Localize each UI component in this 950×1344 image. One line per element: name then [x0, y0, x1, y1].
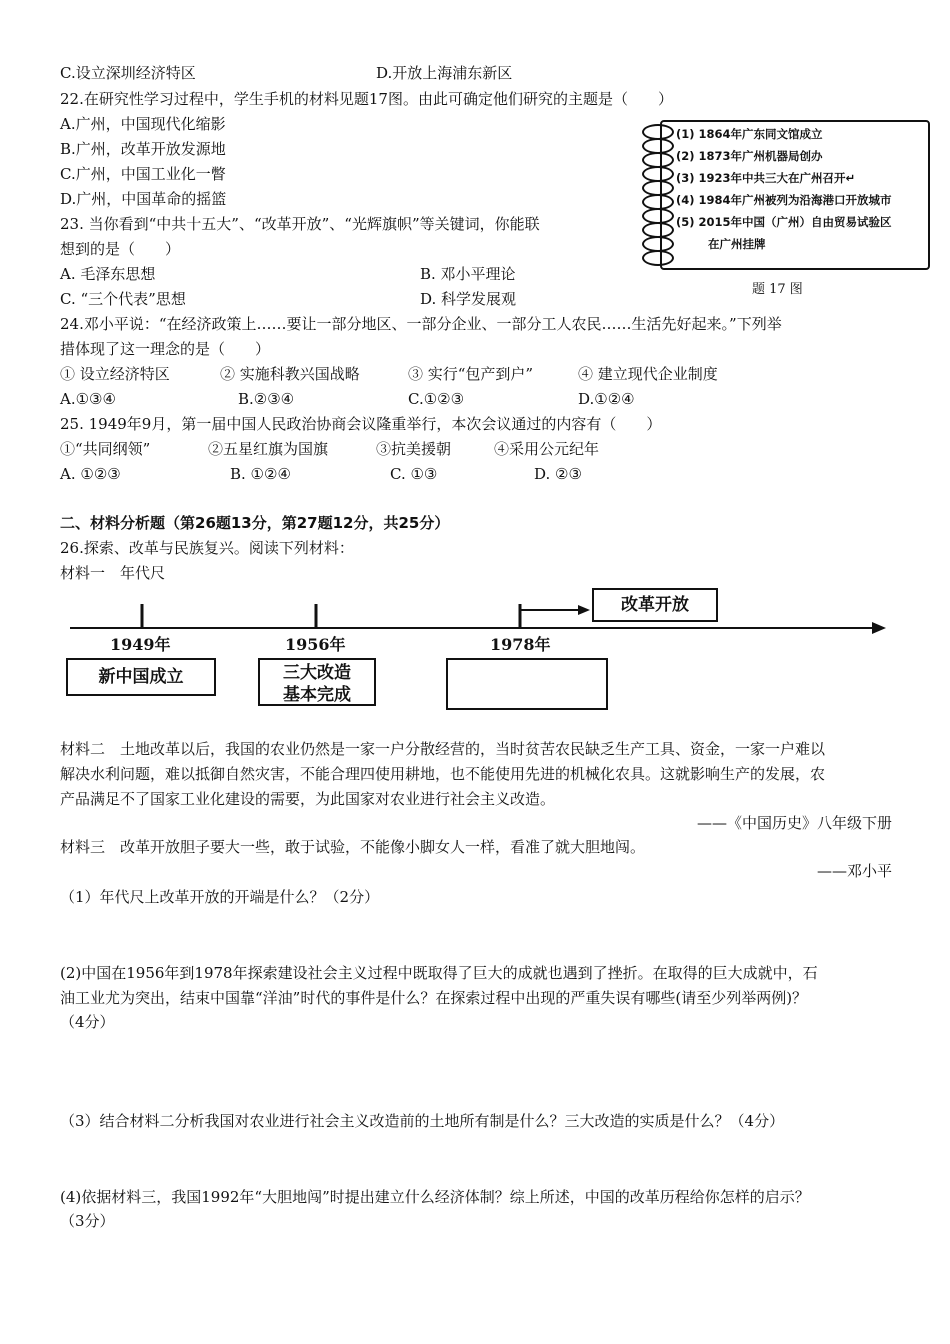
q22-stem: 22.在研究性学习过程中，学生手机的材料见题17图。由此可确定他们研究的主题是（ ） — [60, 90, 673, 108]
material2-line3: 产品满足不了国家工业化建设的需要，为此国家对农业进行社会主义改造。 — [60, 790, 556, 808]
year-1949: 1949年 — [110, 635, 171, 654]
q23-option-c: C. “三个代表”思想 — [60, 290, 186, 308]
material2-line2: 解决水利问题，难以抵御自然灾害，不能合理四使用耕地，也不能使用先进的机械化农具。这就影响生产的发展，农 — [60, 765, 826, 783]
q24-item-1: ① 设立经济特区 — [60, 365, 170, 383]
material3-source: ——邓小平 — [816, 862, 892, 880]
fig17-item-2: (2) 1873年广州机器局创办 — [676, 149, 823, 163]
q26-intro: 26.探索、改革与民族复兴。阅读下列材料： — [60, 539, 354, 557]
q21-option-d: D.开放上海浦东新区 — [376, 64, 513, 82]
reform-arrow-icon — [578, 605, 590, 615]
q23-option-d: D. 科学发展观 — [420, 290, 517, 308]
fig17-item-1: (1) 1864年广东同文馆成立 — [676, 127, 823, 141]
figure17-caption: 题 17 图 — [752, 282, 803, 297]
q24-stem-2: 措体现了这一理念的是（ ） — [60, 340, 271, 358]
spiral-ring-icon — [642, 250, 674, 266]
box-new-china: 新中国成立 — [66, 658, 216, 696]
year-1978: 1978年 — [490, 635, 551, 654]
fig17-item-3: (3) 1923年中共三大在广州召开↵ — [676, 171, 856, 185]
material2-source: ——《中国历史》八年级下册 — [696, 814, 892, 832]
q25-option-d: D. ②③ — [534, 465, 582, 483]
fig17-item-4: (4) 1984年广州被列为沿海港口开放城市 — [676, 193, 892, 207]
q24-option-a: A.①③④ — [60, 390, 116, 408]
q23-stem-2: 想到的是（ ） — [60, 240, 181, 258]
q23-option-b: B. 邓小平理论 — [420, 265, 516, 283]
figure17-notebook — [640, 118, 930, 270]
timeline-arrow-icon — [872, 622, 886, 634]
material3-text: 材料三 改革开放胆子要大一些，敢于试验，不能像小脚女人一样，看准了就大胆地闯。 — [60, 838, 646, 856]
q25-item-2: ②五星红旗为国旗 — [208, 440, 329, 458]
q24-item-2: ② 实施科教兴国战略 — [220, 365, 360, 383]
q22-option-a: A.广州，中国现代化缩影 — [60, 115, 226, 133]
q24-option-c: C.①②③ — [408, 390, 465, 408]
q24-option-d: D.①②④ — [578, 390, 635, 408]
material2-line1: 材料二 土地改革以后，我国的农业仍然是一家一户分散经营的，当时贫苦农民缺乏生产工具、资金，一家一户难以 — [60, 740, 826, 758]
q22-option-c: C.广州，中国工业化一瞥 — [60, 165, 226, 183]
q24-item-3: ③ 实行“包产到户” — [408, 365, 534, 383]
q22-option-b: B.广州，改革开放发源地 — [60, 140, 226, 158]
q25-item-1: ①“共同纲领” — [60, 440, 151, 458]
q26-sub1: （1）年代尺上改革开放的开端是什么？（2分） — [60, 888, 380, 906]
box-blank-answer — [446, 658, 608, 710]
q24-item-4: ④ 建立现代企业制度 — [578, 365, 718, 383]
q26-sub2-line2: 油工业尤为突出，结束中国靠“洋油”时代的事件是什么？在探索过程中出现的严重失误有哪些(请至少列举两例)？ — [60, 989, 808, 1007]
q25-item-3: ③抗美援朝 — [376, 440, 452, 458]
reform-label-box: 改革开放 — [592, 588, 718, 622]
q24-option-b: B.②③④ — [238, 390, 295, 408]
q26-sub4-line1: (4)依据材料三，我国1992年“大胆地闯”时提出建立什么经济体制？综上所述，中国的改革历程给你怎样的启示？ — [60, 1188, 810, 1206]
fig17-item-5-cont: 在广州挂牌 — [708, 237, 766, 251]
q25-item-4: ④采用公元纪年 — [494, 440, 600, 458]
q23-stem-1: 23. 当你看到“中共十五大”、“改革开放”、“光辉旗帜”等关键词，你能联 — [60, 215, 540, 233]
q26-sub2-line3: （4分） — [60, 1013, 115, 1031]
box-three-reforms — [258, 658, 376, 706]
q26-sub4-line2: （3分） — [60, 1212, 115, 1230]
q25-option-a: A. ①②③ — [60, 465, 121, 483]
q25-option-c: C. ①③ — [390, 465, 438, 483]
q26-sub2-line1: (2)中国在1956年到1978年探索建设社会主义过程中既取得了巨大的成就也遇到了挫折。在取得的巨大成就中，石 — [60, 964, 818, 982]
box-three-reforms-line1: 三大改造 — [283, 663, 351, 683]
year-1956: 1956年 — [285, 635, 346, 654]
q23-option-a: A. 毛泽东思想 — [60, 265, 156, 283]
q24-stem-1: 24.邓小平说：“在经济政策上……要让一部分地区、一部分企业、一部分工人农民……生活先好起来。”下列举 — [60, 315, 782, 333]
q25-option-b: B. ①②④ — [230, 465, 291, 483]
q26-sub3: （3）结合材料二分析我国对农业进行社会主义改造前的土地所有制是什么？三大改造的实质是什么？（4分） — [60, 1112, 785, 1130]
fig17-item-5: (5) 2015年中国（广州）自由贸易试验区 — [676, 215, 892, 229]
q21-option-c: C.设立深圳经济特区 — [60, 64, 196, 82]
material1-label: 材料一 年代尺 — [60, 564, 166, 582]
q25-stem: 25. 1949年9月，第一届中国人民政治协商会议隆重举行，本次会议通过的内容有（ ） — [60, 415, 662, 433]
box-three-reforms-line2: 基本完成 — [283, 685, 351, 705]
q22-option-d: D.广州，中国革命的摇篮 — [60, 190, 227, 208]
section2-heading: 二、材料分析题（第26题13分，第27题12分，共25分） — [60, 514, 450, 532]
